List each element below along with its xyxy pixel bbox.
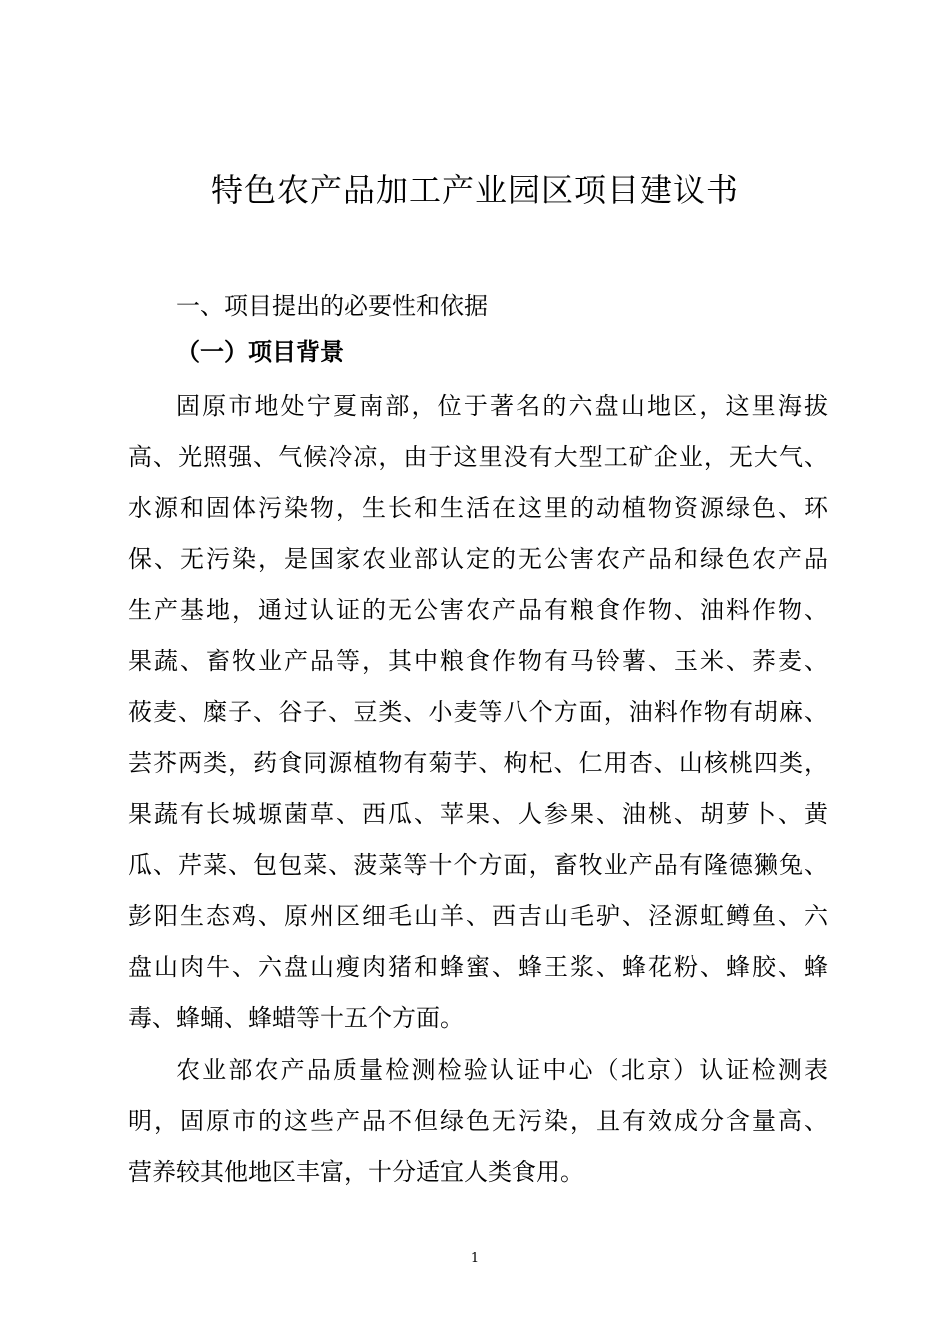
paragraph-line: 生产基地，通过认证的无公害农产品有粮食作物、油料作物、 <box>128 596 828 624</box>
paragraph-line: 保、无污染，是国家农业部认定的无公害农产品和绿色农产品 <box>128 545 828 573</box>
paragraph-background <box>128 383 828 1046</box>
paragraph-line: 农业部农产品质量检测检验认证中心（北京）认证检测表 <box>176 1056 828 1084</box>
paragraph-line: 高、光照强、气候冷凉，由于这里没有大型工矿企业，无大气、 <box>128 443 828 471</box>
document-title: 特色农产品加工产业园区项目建议书 <box>210 171 739 209</box>
paragraph-line: 营养较其他地区丰富，十分适宜人类食用。 <box>128 1158 584 1186</box>
paragraph-line: 水源和固体污染物，生长和生活在这里的动植物资源绿色、环 <box>128 494 828 522</box>
sub-heading: （一）项目背景 <box>176 338 344 366</box>
page-number: 1 <box>470 1251 480 1266</box>
paragraph-line: 果蔬、畜牧业产品等，其中粮食作物有马铃薯、玉米、荞麦、 <box>128 647 828 675</box>
paragraph-line: 彭阳生态鸡、原州区细毛山羊、西吉山毛驴、泾源虹鳟鱼、六 <box>128 902 828 930</box>
section-heading: 一、项目提出的必要性和依据 <box>176 292 488 320</box>
paragraph-line: 莜麦、糜子、谷子、豆类、小麦等八个方面，油料作物有胡麻、 <box>128 698 828 726</box>
paragraph-line: 瓜、芹菜、包包菜、菠菜等十个方面，畜牧业产品有隆德獭兔、 <box>128 851 828 879</box>
paragraph-line: 明，固原市的这些产品不但绿色无污染，且有效成分含量高、 <box>128 1107 828 1135</box>
paragraph-certification <box>128 1047 828 1200</box>
paragraph-line: 芸芥两类，药食同源植物有菊芋、枸杞、仁用杏、山核桃四类， <box>128 749 828 777</box>
paragraph-line: 毒、蜂蛹、蜂蜡等十五个方面。 <box>128 1004 464 1032</box>
paragraph-line: 果蔬有长城塬菌草、西瓜、苹果、人参果、油桃、胡萝卜、黄 <box>128 800 828 828</box>
paragraph-line: 固原市地处宁夏南部，位于著名的六盘山地区，这里海拔 <box>176 392 828 420</box>
paragraph-line: 盘山肉牛、六盘山瘦肉猪和蜂蜜、蜂王浆、蜂花粉、蜂胶、蜂 <box>128 953 828 981</box>
